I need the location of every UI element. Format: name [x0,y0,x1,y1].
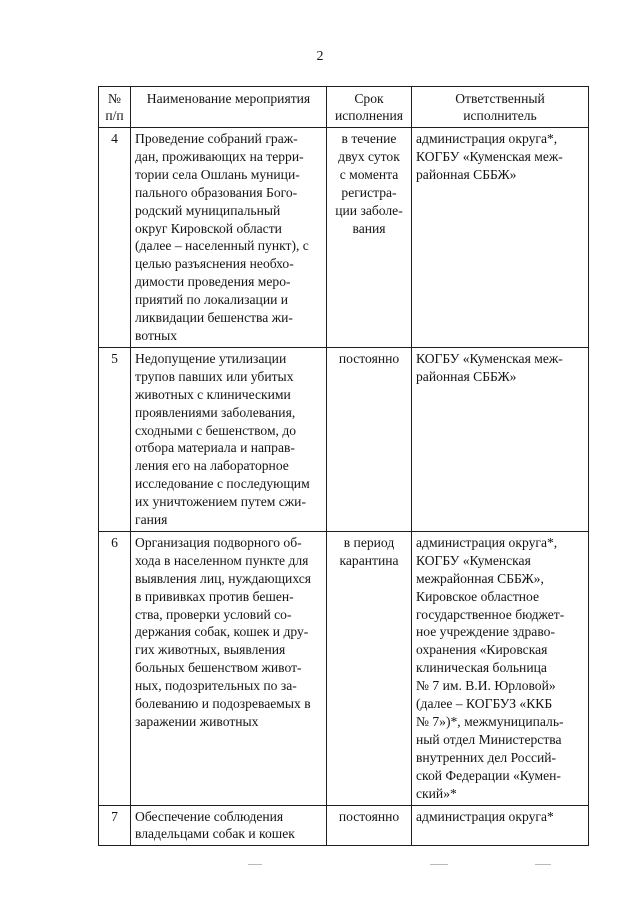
header-responsible-line: исполнитель [463,108,537,123]
execution-term-line: с момента [339,166,399,182]
measure-name [131,531,327,805]
row-number: 7 [99,805,131,846]
responsible-executor-line: ской Федерации «Кумен- [416,767,561,783]
measure-name-line: сходными с бешенством, до [135,422,297,438]
measure-name-line: Проведение собраний граж- [135,131,298,146]
measure-name-line: в прививках против бешен- [135,588,294,604]
execution-term [327,128,412,348]
responsible-executor-line: государственное бюджет- [416,606,565,622]
header-term [327,87,412,128]
responsible-executor-line: администрация округа* [416,808,554,824]
measure-name-line: гих животных, выявления [135,642,286,658]
responsible-executor [412,347,589,531]
plan-table [98,86,589,846]
responsible-executor-line: ский»* [416,785,457,801]
table-row [99,128,589,348]
table-header-row [99,87,589,128]
measure-name-line: их уничтожением путем сжи- [135,494,306,510]
scan-artifact-mark [248,864,262,865]
responsible-executor-line: клиническая больница [416,660,547,676]
responsible-executor-line: КОГБУ «Куменская меж- [416,148,563,164]
header-number-line: № [108,91,121,106]
responsible-executor-line: № 7 им. В.И. Юрловой» [416,678,556,694]
header-number-line: п/п [105,108,124,123]
measure-name-line: трупов павших или убитых [135,368,294,384]
responsible-executor-line: КОГБУ «Куменская [416,552,531,568]
header-term-line: исполнения [334,108,404,123]
measure-name-line: ликвидации бешенства жи- [135,310,293,326]
execution-term-line: в период [343,534,395,550]
measure-name-line: вотных [135,327,178,343]
responsible-executor-line: охранения «Кировская [416,642,548,658]
measure-name-line: больных бешенством живот- [135,660,302,676]
measure-name-line: приятий по локализации и [135,292,289,308]
measure-name [131,128,327,348]
row-number: 5 [99,347,131,531]
table-row [99,531,589,805]
page-number: 2 [316,49,324,64]
measure-name-line: пального образования Бого- [135,184,298,200]
responsible-executor-line: (далее – КОГБУЗ «ККБ [416,696,553,712]
execution-term [327,347,412,531]
execution-term-line: постоянно [338,350,400,366]
header-term-line: Срок [354,91,384,106]
measure-name-line: животных с клиническими [135,386,291,402]
responsible-executor-line: Кировское областное [416,588,540,604]
measure-name-line: целью разъяснения необхо- [135,256,294,272]
responsible-executor-line: № 7»)*, межмуниципаль- [416,714,564,729]
responsible-executor-line: КОГБУ «Куменская меж- [416,350,563,366]
measure-name-line: отбора материала и направ- [135,440,295,456]
responsible-executor-line: межрайонная СББЖ», [416,570,544,586]
responsible-executor [412,128,589,348]
measure-name-line: (далее – населенный пункт), с [135,238,309,254]
responsible-executor-line: районная СББЖ» [416,166,517,182]
header-responsible [412,87,589,128]
responsible-executor-line: администрация округа*, [416,534,558,550]
row-number: 4 [99,128,131,348]
execution-term-line: двух суток [338,148,400,164]
execution-term-line: ции заболе- [335,202,403,218]
measure-name-line: округ Кировской области [135,220,282,236]
table-row [99,347,589,531]
execution-term-line: вания [352,220,386,236]
measure-name-line: родский муниципальный [135,202,281,218]
execution-term-line: карантина [339,552,399,568]
responsible-executor-line: ный отдел Министерства [416,731,562,747]
measure-name-line: ства, проверки условий со- [135,606,292,622]
responsible-executor-line: внутренних дел Россий- [416,749,557,765]
measure-name-line: Недопущение утилизации [135,350,287,366]
responsible-executor [412,531,589,805]
measure-name-line: ных, подозрительных по за- [135,678,297,694]
measure-name-line: исследование с последующим [135,476,310,492]
execution-term [327,805,412,846]
measure-name-line: выявления лиц, нуждающихся [135,570,312,586]
measure-name-line: дан, проживающих на терри- [135,148,304,164]
execution-term-line: постоянно [338,808,400,824]
measure-name-line: заражении животных [135,714,259,729]
execution-term [327,531,412,805]
responsible-executor-line: районная СББЖ» [416,368,517,384]
measure-name [131,347,327,531]
measure-name-line: болеванию и подозреваемых в [135,696,311,712]
measure-name-line: тории села Ошлань муници- [135,166,300,182]
responsible-executor-line: ное учреждение здраво- [416,624,555,640]
execution-term-line: в течение [341,131,397,146]
measure-name-line: держания собак, кошек и дру- [135,624,309,640]
header-name-line: Наименование мероприятия [146,91,311,106]
header-name [131,87,327,128]
measure-name-line: хода в населенном пункте для [135,552,309,568]
table-row [99,805,589,846]
measure-name-line: проявлениями заболевания, [135,404,296,420]
header-responsible-line: Ответственный [455,91,545,106]
measure-name-line: гания [135,512,168,528]
measure-name-line: Обеспечение соблюдения [135,808,284,824]
measure-name-line: ления его на лабораторное [135,458,289,474]
measure-name-line: Организация подворного об- [135,534,302,550]
responsible-executor-line: администрация округа*, [416,131,558,146]
row-number: 6 [99,531,131,805]
responsible-executor [412,805,589,846]
execution-term-line: регистра- [341,184,397,200]
measure-name-line: димости проведения меро- [135,274,291,290]
scan-artifact-mark [430,864,448,865]
scan-artifact-mark [535,864,551,865]
header-number [99,87,131,128]
measure-name [131,805,327,846]
measure-name-line: владельцами собак и кошек [135,826,295,842]
